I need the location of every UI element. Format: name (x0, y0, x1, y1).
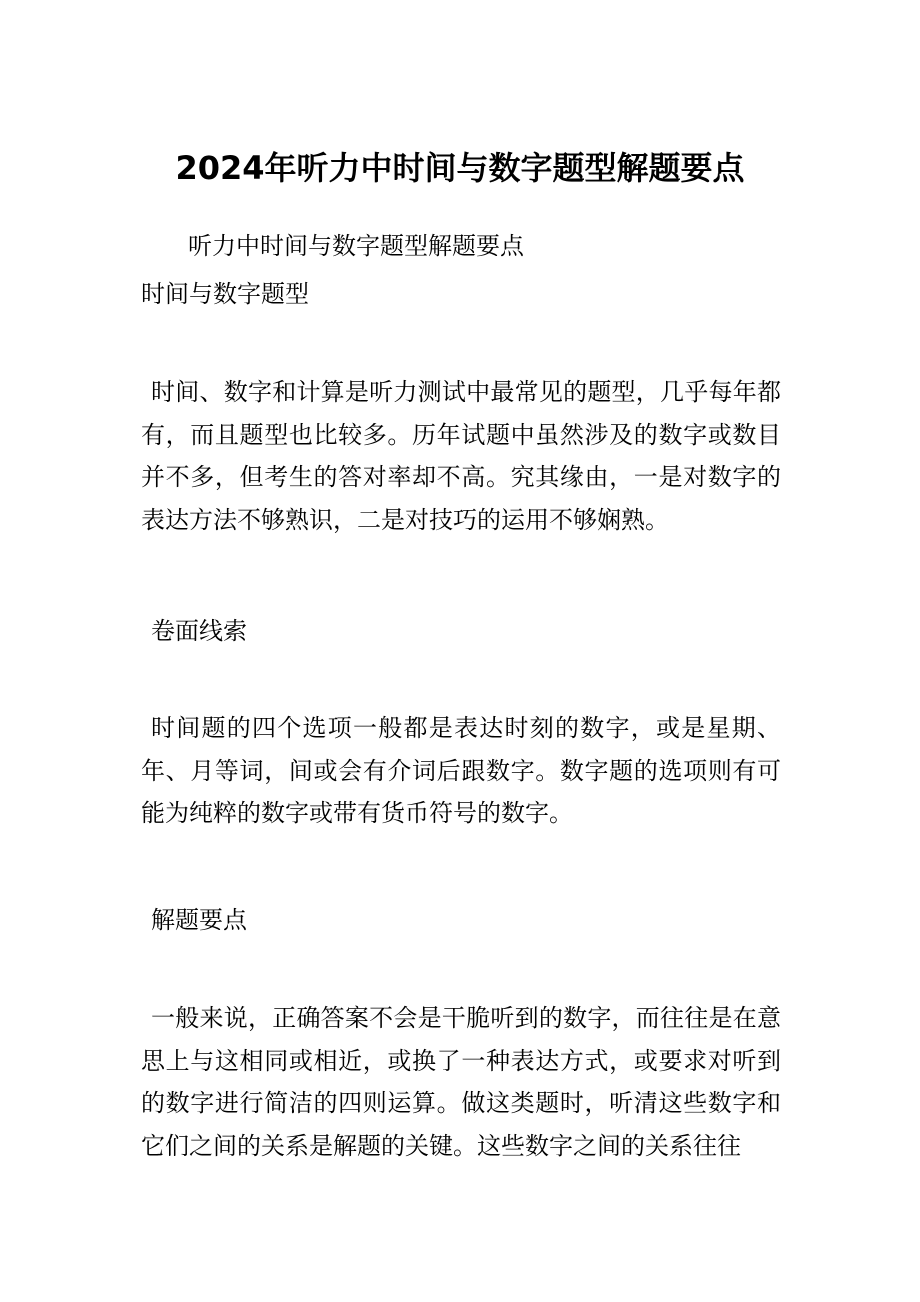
subtitle: 听力中时间与数字题型解题要点 (188, 232, 524, 260)
section-heading-clues: 卷面线索 (151, 617, 247, 645)
section-heading-tips: 解题要点 (151, 906, 247, 934)
paragraph-clues: 时间题的四个选项一般都是表达时刻的数字，或是星期、年、月等词，间或会有介词后跟数字。数字题的选项则有可能为纯粹的数字或带有货币符号的数字。 (141, 714, 781, 827)
paragraph-tips: 一般来说，正确答案不会是干脆听到的数字，而往往是在意思上与这相同或相近，或换了一种表达方式，或要求对听到的数字进行简洁的四则运算。做这类题时，听清这些数字和它们之间的关系是解题的关键。这些数字之间的关系往往 (141, 1004, 781, 1160)
paragraph-intro: 时间、数字和计算是听力测试中最常见的题型，几乎每年都有，而且题型也比较多。历年试题中虽然涉及的数字或数目并不多，但考生的答对率却不高。究其缘由，一是对数字的表达方法不够熟识，二是对技巧的运用不够娴熟。 (141, 378, 781, 534)
document-title: 2024年听力中时间与数字题型解题要点 (175, 149, 745, 187)
section-heading-time-number: 时间与数字题型 (141, 280, 309, 308)
